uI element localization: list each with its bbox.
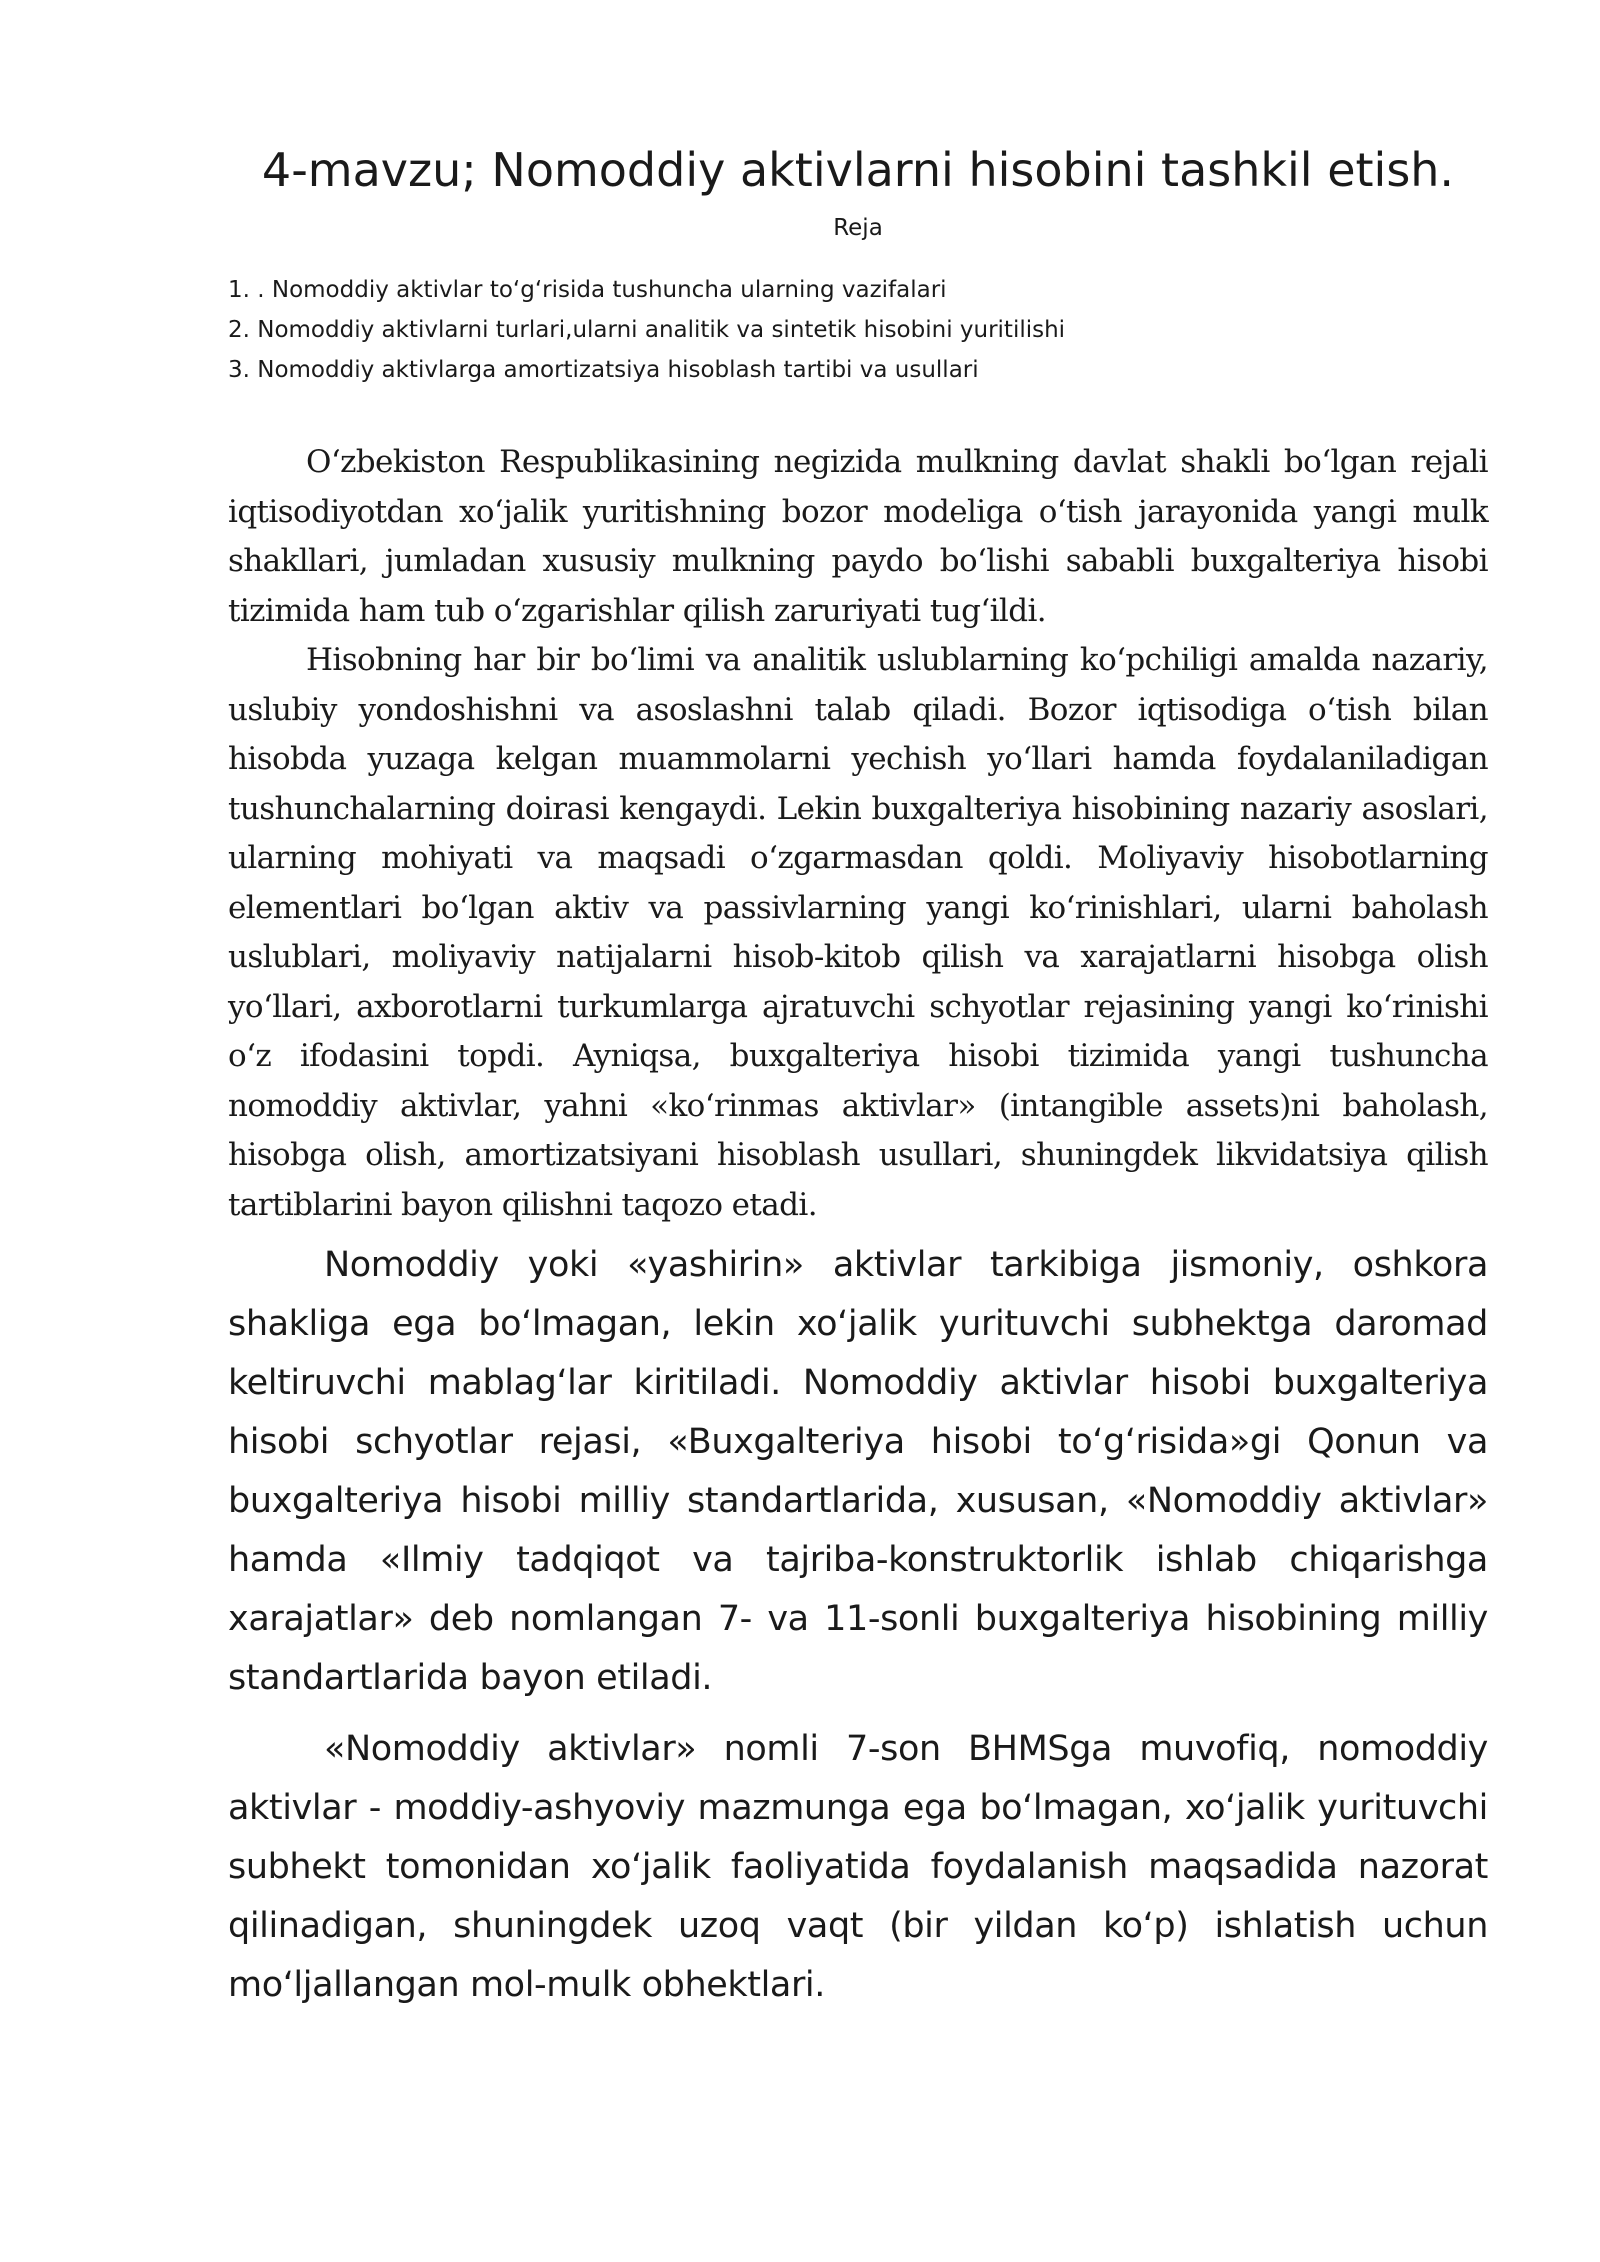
body-paragraph: Nomoddiy yoki «yashirin» aktivlar tarkibiga jismoniy, oshkora shakliga ega bo‘lmagan, lekin xo‘jalik yurituvchi subhektga daromad keltiruvchi mablag‘lar kiritiladi. Nomoddiy aktivlar hisobi buxgalteriya hisobi schyotlar rejasi, «Buxgalteriya hisobi to‘g‘risida»gi Qonun va buxgalteriya hisobi milliy standartlarida, xususan, «Nomoddiy aktivlar» hamda «Ilmiy tadqiqot va tajriba-konstruktorlik ishlab chiqarishga xarajatlar» deb nomlangan 7- va 11-sonli buxgalteriya hisobining milliy standartlarida bayon etiladi. — [228, 1245, 1488, 1698]
plan-item: 3. Nomoddiy aktivlarga amortizatsiya hisoblash tartibi va usullari — [228, 357, 979, 383]
plan-item: 1. . Nomoddiy aktivlar to‘g‘risida tushuncha ularning vazifalari — [228, 277, 947, 303]
page-title: 4-mavzu; Nomoddiy aktivlarni hisobini tashkil etish. — [261, 143, 1455, 197]
document-header — [228, 143, 1488, 390]
body-paragraph: Hisobning har bir bo‘limi va analitik uslublarning ko‘pchiligi amalda nazariy, uslubiy yondoshishni va asoslashni talab qiladi. Bozor iqtisodiga o‘tish bilan hisobda yuzaga kelgan muammolarni yechish yo‘llari hamda foydalaniladigan tushunchalarning doirasi kengaydi. Lekin buxgalteriya hisobining nazariy asoslari, ularning mohiyati va maqsadi o‘zgarmasdan qoldi. Moliyaviy hisobotlarning elementlari bo‘lgan aktiv va passivlarning yangi ko‘rinishlari, ularni baholash uslublari, moliyaviy natijalarni hisob-kitob qilish va xarajatlarni hisobga olish yo‘llari, axborotlarni turkumlarga ajratuvchi schyotlar rejasining yangi ko‘rinishi o‘z ifodasini topdi. Ayniqsa, buxgalteriya hisobi tizimida yangi tushuncha nomoddiy aktivlar, yahni «ko‘rinmas aktivlar» (intangible assets)ni baholash, hisobga olish, amortizatsiyani hisoblash usullari, shuningdek likvidatsiya qilish tartiblarini bayon qilishni taqozo etadi. — [228, 642, 1488, 1223]
plan-list — [228, 270, 1488, 390]
plan-item: 2. Nomoddiy aktivlarni turlari,ularni analitik va sintetik hisobini yuritilishi — [228, 317, 1066, 343]
body-paragraph: O‘zbekiston Respublikasining negizida mulkning davlat shakli bo‘lgan rejali iqtisodiyotdan xo‘jalik yuritishning bozor modeliga o‘tish jarayonida yangi mulk shakllari, jumladan xususiy mulkning paydo bo‘lishi sababli buxgalteriya hisobi tizimida ham tub o‘zgarishlar qilish zaruriyati tug‘ildi. — [228, 444, 1488, 629]
body-paragraph: «Nomoddiy aktivlar» nomli 7-son BHMSga muvofiq, nomoddiy aktivlar - moddiy-ashyoviy mazmunga ega bo‘lmagan, xo‘jalik yurituvchi subhekt tomonidan xo‘jalik faoliyatida foydalanish maqsadida nazorat qilinadigan, shuningdek uzoq vaqt (bir yildan ko‘p) ishlatish uchun mo‘ljallangan mol-mulk obhektlari. — [228, 1729, 1488, 2005]
plan-heading: Reja — [833, 215, 883, 241]
document-body — [228, 438, 1488, 2015]
